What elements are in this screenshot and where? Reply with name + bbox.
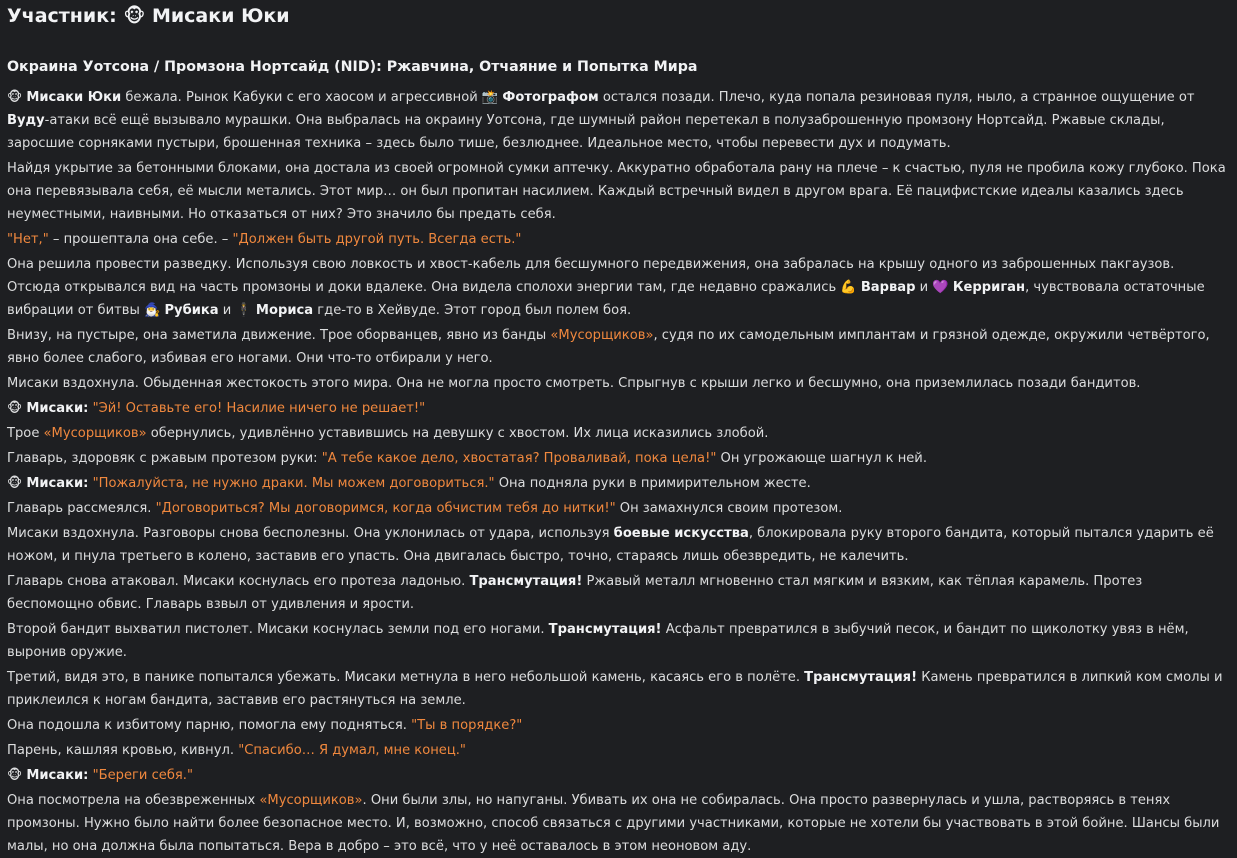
plain-text: бежала. Рынок Кабуки с его хаосом и агрессивной 📸 [121, 90, 503, 105]
plain-text: и 🕴 [218, 303, 256, 318]
bold-text: Варвар [860, 280, 916, 295]
quote-text: "Спасибо… Я думал, мне конец." [238, 743, 466, 758]
plain-text: Асфальт превратился в зыбучий песок, и бандит по щиколотку увяз в нём, выронив оружие. [7, 622, 1189, 660]
plain-text: 🐵 [7, 476, 27, 491]
story-paragraph [7, 228, 1230, 251]
plain-text: Найдя укрытие за бетонными блоками, она достала из своей огромной сумки аптечку. Аккуратно обработала рану на плече – к счастью, пуля не пробила кожу глубоко. Пока она перевязывала себя, её мысли метались. Этот мир… он был пропитан насилием. Каждый встречный видел в другом врага. Её пацифистские идеалы казались здесь неуместными, наивными. Но отказаться от них? Это значило бы предать себя. [7, 161, 1226, 222]
bold-text: Керриган [952, 280, 1026, 295]
plain-text: Главарь снова атаковал. Мисаки коснулась его протеза ладонью. [7, 574, 470, 589]
plain-text: Она подняла руки в примирительном жесте. [494, 476, 811, 491]
story-body [7, 86, 1230, 858]
story-paragraph [7, 372, 1230, 395]
bold-text: Трансмутация! [469, 574, 583, 589]
story-paragraph [7, 324, 1230, 370]
story-paragraph [7, 789, 1230, 858]
plain-text: , чувствовала остаточные вибрации от битвы 🧙‍♂️ [7, 280, 1205, 318]
story-paragraph [7, 422, 1230, 445]
bold-text: Вуду [7, 113, 45, 128]
quote-text: "Эй! Оставьте его! Насилие ничего не решает!" [92, 401, 426, 416]
plain-text: Второй бандит выхватил пистолет. Мисаки коснулась земли под его ногами. [7, 622, 549, 637]
quote-text: «Мусорщиков» [43, 426, 147, 441]
story-paragraph [7, 764, 1230, 787]
plain-text: -атаки всё ещё вызывало мурашки. Она выбралась на окраину Уотсона, где шумный район перетекал в полузаброшенную промзону Нортсайд. Ржавые склады, заросшие сорняками пустыри, брошенная техника – здесь было тише, безлюднее. Идеальное место, чтобы перевести дух и подумать. [7, 113, 1165, 151]
plain-text: Она подошла к избитому парню, помогла ему подняться. [7, 718, 412, 733]
story-paragraph [7, 522, 1230, 568]
quote-text: "Ты в порядке?" [411, 718, 523, 733]
story-paragraph [7, 666, 1230, 712]
quote-text: "Договориться? Мы договоримся, когда обчистим тебя до нитки!" [155, 501, 616, 516]
story-paragraph [7, 397, 1230, 420]
plain-text: Мисаки вздохнула. Разговоры снова бесполезны. Она уклонилась от удара, используя [7, 526, 614, 541]
plain-text: Она решила провести разведку. Используя свою ловкость и хвост-кабель для бесшумного передвижения, она забралась на крышу одного из заброшенных пакгаузов. Отсюда открывался вид на часть промзоны и доки вдалеке. Она видела сполохи энергии там, где недавно сражались 💪 [7, 257, 1175, 295]
bold-text: Мисаки: [26, 768, 89, 783]
plain-text: 🐵 [7, 90, 27, 105]
quote-text: «Мусорщиков» [550, 328, 654, 343]
participant-heading [7, 0, 1230, 30]
plain-text: 🐵 [7, 768, 27, 783]
plain-text: Мисаки вздохнула. Обыденная жестокость этого мира. Она не могла просто смотреть. Спрыгнув с крыши легко и бесшумно, она приземлилась позади бандитов. [7, 376, 1141, 391]
bold-text: Мисаки: [26, 476, 89, 491]
story-paragraph [7, 86, 1230, 155]
quote-text: "Пожалуйста, не нужно драки. Мы можем договориться." [92, 476, 495, 491]
plain-text: . Они были злы, но напуганы. Убивать их она не собиралась. Она просто развернулась и ушла, растворяясь в тенях промзоны. Нужно было найти более безопасное место. И, возможно, способ связаться с другими участниками, которые не хотели бы участвовать в этой бойне. Шансы были малы, но она должна была попытаться. Вера в добро – это всё, что у неё оставалось в этом неоновом аду. [7, 793, 1220, 854]
story-paragraph [7, 714, 1230, 737]
plain-text: Ржавый металл мгновенно стал мягким и вязким, как тёплая карамель. Протез беспомощно обвис. Главарь взвыл от удивления и ярости. [7, 574, 1143, 612]
plain-text: Главарь рассмеялся. [7, 501, 156, 516]
bold-text: Мориса [255, 303, 314, 318]
plain-text: 🐵 [7, 401, 27, 416]
story-paragraph [7, 570, 1230, 616]
bold-text: Мисаки: [26, 401, 89, 416]
plain-text: Внизу, на пустыре, она заметила движение. Трое оборванцев, явно из банды [7, 328, 551, 343]
quote-text: "А тебе какое дело, хвостатая? Проваливай, пока цела!" [321, 451, 717, 466]
bold-text: Рубика [164, 303, 219, 318]
story-paragraph [7, 472, 1230, 495]
plain-text: Он угрожающе шагнул к ней. [716, 451, 927, 466]
story-paragraph [7, 739, 1230, 762]
bold-text: Фотографом [502, 90, 599, 105]
participant-label: Участник: [7, 5, 117, 27]
plain-text: Она посмотрела на обезвреженных [7, 793, 260, 808]
participant-name: Мисаки Юки [151, 5, 290, 27]
plain-text: Главарь, здоровяк с ржавым протезом руки: [7, 451, 322, 466]
story-paragraph [7, 618, 1230, 664]
plain-text: Он замахнулся своим протезом. [615, 501, 843, 516]
plain-text: Парень, кашляя кровью, кивнул. [7, 743, 239, 758]
quote-text: "Должен быть другой путь. Всегда есть." [232, 232, 522, 247]
bold-text: Трансмутация! [804, 670, 918, 685]
plain-text: , блокировала руку второго бандита, который пытался ударить её ножом, и пнула третьего в колено, заставив его упасть. Она двигалась быстро, точно, стараясь лишь обезвредить, не калечить. [7, 526, 1214, 564]
plain-text: где-то в Хейвуде. Этот город был полем боя. [313, 303, 632, 318]
story-paragraph [7, 497, 1230, 520]
quote-text: "Береги себя." [92, 768, 193, 783]
monkey-emoji-icon: 🐵 [123, 5, 146, 27]
story-paragraph [7, 157, 1230, 226]
plain-text: обернулись, удивлённо уставившись на девушку с хвостом. Их лица исказились злобой. [146, 426, 769, 441]
story-paragraph [7, 447, 1230, 470]
bold-text: Мисаки Юки [26, 90, 122, 105]
plain-text: Трое [7, 426, 44, 441]
story-paragraph [7, 253, 1230, 322]
plain-text: и 💜 [915, 280, 953, 295]
bold-text: боевые искусства [613, 526, 749, 541]
story-title: Окраина Уотсона / Промзона Нортсайд (NID): Ржавчина, Отчаяние и Попытка Мира [7, 59, 698, 75]
plain-text: – прошептала она себе. – [48, 232, 233, 247]
bold-text: Трансмутация! [548, 622, 662, 637]
plain-text: Камень превратился в липкий ком смолы и приклеился к ногам бандита, заставив его растянуться на земле. [7, 670, 1223, 708]
plain-text: , судя по их самодельным имплантам и грязной одежде, окружили четвёртого, явно более слабого, избивая его ногами. Они что-то отбирали у него. [7, 328, 1210, 366]
plain-text: Третий, видя это, в панике попытался убежать. Мисаки метнула в него небольшой камень, касаясь его в полёте. [7, 670, 805, 685]
plain-text: остался позади. Плечо, куда попала резиновая пуля, ныло, а странное ощущение от [598, 90, 1195, 105]
quote-text: "Нет," [7, 232, 49, 247]
quote-text: «Мусорщиков» [259, 793, 363, 808]
